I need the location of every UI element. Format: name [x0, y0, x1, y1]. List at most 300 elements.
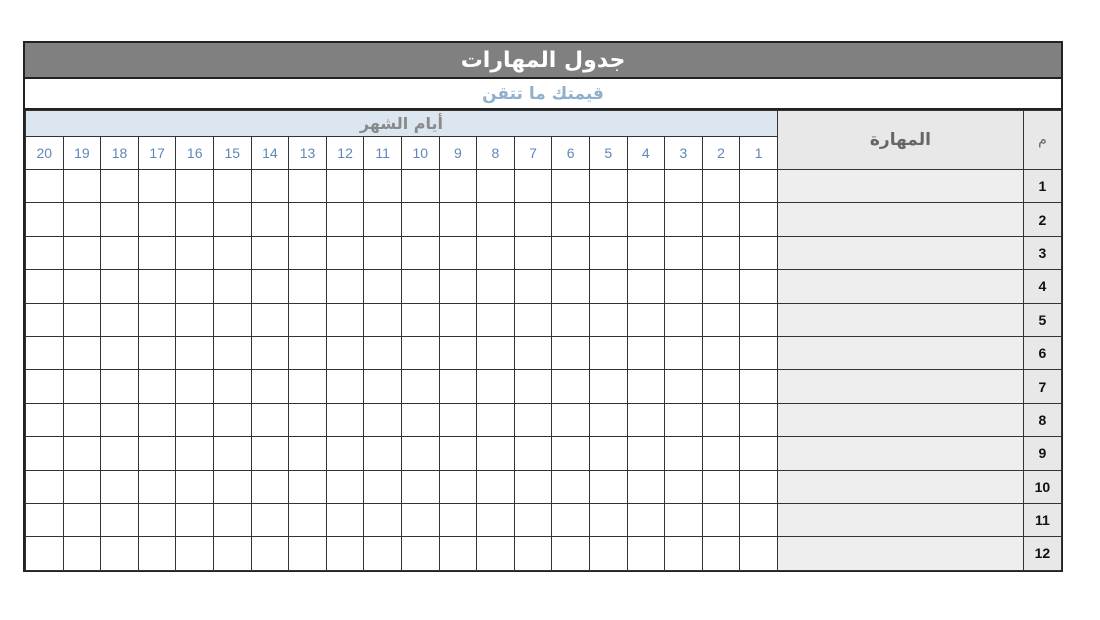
- day-cell[interactable]: [665, 470, 703, 503]
- day-cell[interactable]: [439, 537, 477, 570]
- skill-cell[interactable]: [777, 270, 1023, 303]
- day-cell[interactable]: [326, 170, 364, 203]
- day-cell[interactable]: [477, 303, 515, 336]
- day-cell[interactable]: [63, 170, 101, 203]
- skill-cell[interactable]: [777, 503, 1023, 536]
- day-cell[interactable]: [289, 537, 327, 570]
- day-cell[interactable]: [514, 370, 552, 403]
- day-cell[interactable]: [214, 437, 252, 470]
- day-header-14: 14: [251, 137, 289, 170]
- day-cell[interactable]: [214, 336, 252, 369]
- day-cell[interactable]: [589, 203, 627, 236]
- day-cell[interactable]: [176, 170, 214, 203]
- day-cell[interactable]: [364, 370, 402, 403]
- day-cell[interactable]: [364, 170, 402, 203]
- day-header-6: 6: [552, 137, 590, 170]
- day-cell[interactable]: [63, 336, 101, 369]
- day-cell[interactable]: [552, 403, 590, 436]
- day-cell[interactable]: [326, 470, 364, 503]
- day-cell[interactable]: [477, 203, 515, 236]
- day-cell[interactable]: [589, 537, 627, 570]
- day-cell[interactable]: [101, 503, 139, 536]
- day-header-5: 5: [589, 137, 627, 170]
- day-cell[interactable]: [251, 303, 289, 336]
- day-cell[interactable]: [101, 437, 139, 470]
- day-cell[interactable]: [63, 303, 101, 336]
- day-cell[interactable]: [176, 236, 214, 269]
- day-cell[interactable]: [589, 303, 627, 336]
- day-cell[interactable]: [364, 303, 402, 336]
- day-cell[interactable]: [26, 270, 64, 303]
- day-cell[interactable]: [326, 336, 364, 369]
- skill-cell[interactable]: [777, 336, 1023, 369]
- day-cell[interactable]: [439, 470, 477, 503]
- skill-column-header: المهارة: [777, 111, 1023, 170]
- day-cell[interactable]: [138, 236, 176, 269]
- day-cell[interactable]: [589, 170, 627, 203]
- skill-cell[interactable]: [777, 403, 1023, 436]
- day-cell[interactable]: [401, 370, 439, 403]
- day-cell[interactable]: [702, 503, 740, 536]
- day-cell[interactable]: [439, 437, 477, 470]
- day-cell[interactable]: [702, 336, 740, 369]
- day-cell[interactable]: [26, 503, 64, 536]
- day-cell[interactable]: [740, 203, 778, 236]
- day-cell[interactable]: [552, 437, 590, 470]
- day-cell[interactable]: [63, 403, 101, 436]
- day-cell[interactable]: [439, 203, 477, 236]
- day-cell[interactable]: [289, 503, 327, 536]
- day-cell[interactable]: [364, 437, 402, 470]
- table-row: [26, 503, 1062, 536]
- day-cell[interactable]: [589, 336, 627, 369]
- day-cell[interactable]: [289, 403, 327, 436]
- day-cell[interactable]: [552, 503, 590, 536]
- day-cell[interactable]: [101, 403, 139, 436]
- day-cell[interactable]: [665, 203, 703, 236]
- day-cell[interactable]: [477, 503, 515, 536]
- day-cell[interactable]: [101, 236, 139, 269]
- day-cell[interactable]: [214, 370, 252, 403]
- day-cell[interactable]: [401, 170, 439, 203]
- table-row: [26, 537, 1062, 570]
- day-cell[interactable]: [627, 537, 665, 570]
- day-cell[interactable]: [251, 470, 289, 503]
- day-cell[interactable]: [138, 170, 176, 203]
- day-cell[interactable]: [439, 303, 477, 336]
- day-cell[interactable]: [514, 270, 552, 303]
- day-cell[interactable]: [702, 437, 740, 470]
- day-cell[interactable]: [364, 537, 402, 570]
- day-cell[interactable]: [364, 203, 402, 236]
- day-cell[interactable]: [552, 370, 590, 403]
- row-number: 6: [1023, 336, 1061, 369]
- day-cell[interactable]: [627, 403, 665, 436]
- day-cell[interactable]: [101, 537, 139, 570]
- day-cell[interactable]: [251, 503, 289, 536]
- day-cell[interactable]: [63, 537, 101, 570]
- day-cell[interactable]: [289, 270, 327, 303]
- row-number: 10: [1023, 470, 1061, 503]
- day-cell[interactable]: [702, 470, 740, 503]
- day-cell[interactable]: [552, 236, 590, 269]
- day-cell[interactable]: [289, 170, 327, 203]
- row-number: 1: [1023, 170, 1061, 203]
- day-cell[interactable]: [176, 503, 214, 536]
- day-cell[interactable]: [589, 236, 627, 269]
- day-cell[interactable]: [514, 537, 552, 570]
- day-cell[interactable]: [740, 470, 778, 503]
- day-cell[interactable]: [251, 236, 289, 269]
- day-cell[interactable]: [101, 336, 139, 369]
- day-cell[interactable]: [740, 537, 778, 570]
- day-cell[interactable]: [138, 503, 176, 536]
- row-number: 8: [1023, 403, 1061, 436]
- day-cell[interactable]: [514, 470, 552, 503]
- day-cell[interactable]: [214, 537, 252, 570]
- day-cell[interactable]: [514, 503, 552, 536]
- day-cell[interactable]: [176, 303, 214, 336]
- day-cell[interactable]: [401, 270, 439, 303]
- day-cell[interactable]: [439, 236, 477, 269]
- day-cell[interactable]: [401, 236, 439, 269]
- day-cell[interactable]: [176, 403, 214, 436]
- day-cell[interactable]: [740, 437, 778, 470]
- day-cell[interactable]: [401, 336, 439, 369]
- day-cell[interactable]: [214, 170, 252, 203]
- day-cell[interactable]: [477, 437, 515, 470]
- day-cell[interactable]: [702, 170, 740, 203]
- day-cell[interactable]: [552, 203, 590, 236]
- day-cell[interactable]: [627, 203, 665, 236]
- day-cell[interactable]: [26, 203, 64, 236]
- day-cell[interactable]: [439, 403, 477, 436]
- day-cell[interactable]: [665, 370, 703, 403]
- day-cell[interactable]: [101, 470, 139, 503]
- day-cell[interactable]: [26, 336, 64, 369]
- day-cell[interactable]: [627, 170, 665, 203]
- skills-sheet: [23, 41, 1063, 572]
- day-cell[interactable]: [326, 203, 364, 236]
- table-row: [26, 370, 1062, 403]
- day-header-16: 16: [176, 137, 214, 170]
- table-row: [26, 437, 1062, 470]
- day-cell[interactable]: [289, 370, 327, 403]
- day-cell[interactable]: [289, 236, 327, 269]
- day-cell[interactable]: [702, 403, 740, 436]
- day-cell[interactable]: [627, 270, 665, 303]
- day-cell[interactable]: [176, 336, 214, 369]
- day-cell[interactable]: [138, 270, 176, 303]
- day-cell[interactable]: [214, 270, 252, 303]
- day-cell[interactable]: [477, 370, 515, 403]
- day-cell[interactable]: [138, 303, 176, 336]
- day-header-3: 3: [665, 137, 703, 170]
- day-cell[interactable]: [364, 336, 402, 369]
- day-cell[interactable]: [63, 270, 101, 303]
- day-cell[interactable]: [214, 470, 252, 503]
- day-cell[interactable]: [589, 503, 627, 536]
- day-cell[interactable]: [364, 236, 402, 269]
- day-cell[interactable]: [26, 370, 64, 403]
- day-cell[interactable]: [326, 303, 364, 336]
- day-cell[interactable]: [101, 370, 139, 403]
- day-cell[interactable]: [665, 303, 703, 336]
- skill-cell[interactable]: [777, 236, 1023, 269]
- day-cell[interactable]: [138, 336, 176, 369]
- day-header-17: 17: [138, 137, 176, 170]
- day-cell[interactable]: [176, 203, 214, 236]
- day-cell[interactable]: [26, 236, 64, 269]
- day-cell[interactable]: [63, 370, 101, 403]
- row-number: 11: [1023, 503, 1061, 536]
- day-header-2: 2: [702, 137, 740, 170]
- day-header-4: 4: [627, 137, 665, 170]
- day-cell[interactable]: [63, 503, 101, 536]
- day-cell[interactable]: [740, 170, 778, 203]
- day-cell[interactable]: [101, 170, 139, 203]
- day-cell[interactable]: [176, 537, 214, 570]
- table-row: [26, 203, 1062, 236]
- day-cell[interactable]: [251, 437, 289, 470]
- day-header-18: 18: [101, 137, 139, 170]
- day-cell[interactable]: [740, 270, 778, 303]
- day-cell[interactable]: [627, 303, 665, 336]
- sheet-title: جدول المهارات: [25, 43, 1061, 79]
- skill-cell[interactable]: [777, 370, 1023, 403]
- day-cell[interactable]: [251, 270, 289, 303]
- day-cell[interactable]: [477, 403, 515, 436]
- day-cell[interactable]: [289, 336, 327, 369]
- day-cell[interactable]: [326, 236, 364, 269]
- day-cell[interactable]: [176, 270, 214, 303]
- day-cell[interactable]: [138, 203, 176, 236]
- day-cell[interactable]: [665, 270, 703, 303]
- day-cell[interactable]: [477, 270, 515, 303]
- day-cell[interactable]: [26, 403, 64, 436]
- day-cell[interactable]: [665, 170, 703, 203]
- skill-cell[interactable]: [777, 537, 1023, 570]
- day-cell[interactable]: [138, 537, 176, 570]
- day-cell[interactable]: [514, 303, 552, 336]
- row-number: 4: [1023, 270, 1061, 303]
- day-cell[interactable]: [251, 537, 289, 570]
- day-cell[interactable]: [514, 170, 552, 203]
- day-cell[interactable]: [514, 403, 552, 436]
- day-cell[interactable]: [702, 303, 740, 336]
- day-cell[interactable]: [627, 370, 665, 403]
- day-cell[interactable]: [627, 236, 665, 269]
- day-cell[interactable]: [514, 236, 552, 269]
- day-cell[interactable]: [439, 170, 477, 203]
- day-cell[interactable]: [364, 470, 402, 503]
- day-cell[interactable]: [740, 370, 778, 403]
- day-header-20: 20: [26, 137, 64, 170]
- day-cell[interactable]: [589, 270, 627, 303]
- skill-cell[interactable]: [777, 437, 1023, 470]
- day-cell[interactable]: [439, 336, 477, 369]
- day-cell[interactable]: [214, 503, 252, 536]
- day-cell[interactable]: [326, 537, 364, 570]
- day-header-8: 8: [477, 137, 515, 170]
- day-cell[interactable]: [251, 203, 289, 236]
- day-cell[interactable]: [214, 403, 252, 436]
- skill-cell[interactable]: [777, 170, 1023, 203]
- day-header-7: 7: [514, 137, 552, 170]
- day-cell[interactable]: [289, 303, 327, 336]
- day-cell[interactable]: [589, 403, 627, 436]
- day-cell[interactable]: [477, 336, 515, 369]
- day-cell[interactable]: [63, 470, 101, 503]
- row-number: 5: [1023, 303, 1061, 336]
- day-cell[interactable]: [740, 236, 778, 269]
- day-cell[interactable]: [514, 336, 552, 369]
- day-cell[interactable]: [214, 303, 252, 336]
- day-cell[interactable]: [401, 537, 439, 570]
- day-cell[interactable]: [627, 503, 665, 536]
- day-cell[interactable]: [439, 370, 477, 403]
- day-cell[interactable]: [251, 336, 289, 369]
- day-cell[interactable]: [401, 470, 439, 503]
- day-cell[interactable]: [101, 203, 139, 236]
- day-cell[interactable]: [401, 303, 439, 336]
- day-cell[interactable]: [665, 236, 703, 269]
- day-header-10: 10: [401, 137, 439, 170]
- row-number-header: م: [1023, 111, 1061, 170]
- day-cell[interactable]: [477, 236, 515, 269]
- day-cell[interactable]: [26, 437, 64, 470]
- day-cell[interactable]: [401, 437, 439, 470]
- day-cell[interactable]: [552, 537, 590, 570]
- skill-cell[interactable]: [777, 203, 1023, 236]
- day-cell[interactable]: [364, 403, 402, 436]
- day-cell[interactable]: [176, 470, 214, 503]
- day-cell[interactable]: [176, 437, 214, 470]
- day-cell[interactable]: [289, 203, 327, 236]
- day-cell[interactable]: [589, 437, 627, 470]
- day-cell[interactable]: [627, 437, 665, 470]
- day-cell[interactable]: [214, 203, 252, 236]
- day-cell[interactable]: [552, 336, 590, 369]
- day-cell[interactable]: [26, 537, 64, 570]
- day-cell[interactable]: [552, 303, 590, 336]
- day-cell[interactable]: [552, 470, 590, 503]
- day-cell[interactable]: [740, 303, 778, 336]
- day-cell[interactable]: [401, 403, 439, 436]
- day-cell[interactable]: [63, 236, 101, 269]
- day-cell[interactable]: [552, 170, 590, 203]
- day-cell[interactable]: [627, 336, 665, 369]
- day-cell[interactable]: [552, 270, 590, 303]
- day-cell[interactable]: [627, 470, 665, 503]
- day-header-9: 9: [439, 137, 477, 170]
- day-cell[interactable]: [665, 537, 703, 570]
- table-row: [26, 470, 1062, 503]
- day-cell[interactable]: [665, 336, 703, 369]
- day-cell[interactable]: [477, 170, 515, 203]
- day-cell[interactable]: [439, 270, 477, 303]
- skill-cell[interactable]: [777, 303, 1023, 336]
- table-row: [26, 403, 1062, 436]
- day-cell[interactable]: [26, 470, 64, 503]
- row-number: 12: [1023, 537, 1061, 570]
- day-cell[interactable]: [289, 437, 327, 470]
- day-cell[interactable]: [401, 203, 439, 236]
- day-cell[interactable]: [364, 503, 402, 536]
- day-cell[interactable]: [514, 203, 552, 236]
- day-cell[interactable]: [251, 403, 289, 436]
- day-cell[interactable]: [364, 270, 402, 303]
- day-cell[interactable]: [251, 370, 289, 403]
- day-cell[interactable]: [138, 437, 176, 470]
- day-cell[interactable]: [401, 503, 439, 536]
- day-cell[interactable]: [665, 403, 703, 436]
- day-cell[interactable]: [477, 470, 515, 503]
- day-cell[interactable]: [702, 203, 740, 236]
- day-cell[interactable]: [326, 437, 364, 470]
- day-cell[interactable]: [138, 403, 176, 436]
- day-cell[interactable]: [289, 470, 327, 503]
- day-cell[interactable]: [138, 370, 176, 403]
- day-cell[interactable]: [214, 236, 252, 269]
- day-cell[interactable]: [702, 537, 740, 570]
- day-cell[interactable]: [665, 503, 703, 536]
- table-row: [26, 303, 1062, 336]
- day-cell[interactable]: [439, 503, 477, 536]
- day-header-15: 15: [214, 137, 252, 170]
- day-header-11: 11: [364, 137, 402, 170]
- day-cell[interactable]: [740, 503, 778, 536]
- day-cell[interactable]: [514, 437, 552, 470]
- day-cell[interactable]: [702, 270, 740, 303]
- day-cell[interactable]: [176, 370, 214, 403]
- table-body: [26, 170, 1062, 571]
- day-cell[interactable]: [477, 537, 515, 570]
- day-cell[interactable]: [326, 503, 364, 536]
- day-cell[interactable]: [589, 370, 627, 403]
- day-cell[interactable]: [63, 203, 101, 236]
- table-row: [26, 236, 1062, 269]
- day-cell[interactable]: [589, 470, 627, 503]
- table-row: [26, 270, 1062, 303]
- day-header-13: 13: [289, 137, 327, 170]
- day-header-1: 1: [740, 137, 778, 170]
- day-cell[interactable]: [101, 270, 139, 303]
- day-cell[interactable]: [26, 170, 64, 203]
- row-number: 9: [1023, 437, 1061, 470]
- day-cell[interactable]: [26, 303, 64, 336]
- day-cell[interactable]: [101, 303, 139, 336]
- row-number: 7: [1023, 370, 1061, 403]
- day-cell[interactable]: [326, 403, 364, 436]
- day-cell[interactable]: [326, 370, 364, 403]
- skills-table: [25, 110, 1062, 571]
- day-cell[interactable]: [63, 437, 101, 470]
- skill-cell[interactable]: [777, 470, 1023, 503]
- day-cell[interactable]: [138, 470, 176, 503]
- row-number: 2: [1023, 203, 1061, 236]
- row-number: 3: [1023, 236, 1061, 269]
- day-cell[interactable]: [251, 170, 289, 203]
- day-cell[interactable]: [702, 370, 740, 403]
- day-cell[interactable]: [740, 403, 778, 436]
- day-cell[interactable]: [326, 270, 364, 303]
- month-days-header: أيام الشهر: [26, 111, 778, 137]
- day-cell[interactable]: [665, 437, 703, 470]
- table-row: [26, 336, 1062, 369]
- day-cell[interactable]: [702, 236, 740, 269]
- day-cell[interactable]: [740, 336, 778, 369]
